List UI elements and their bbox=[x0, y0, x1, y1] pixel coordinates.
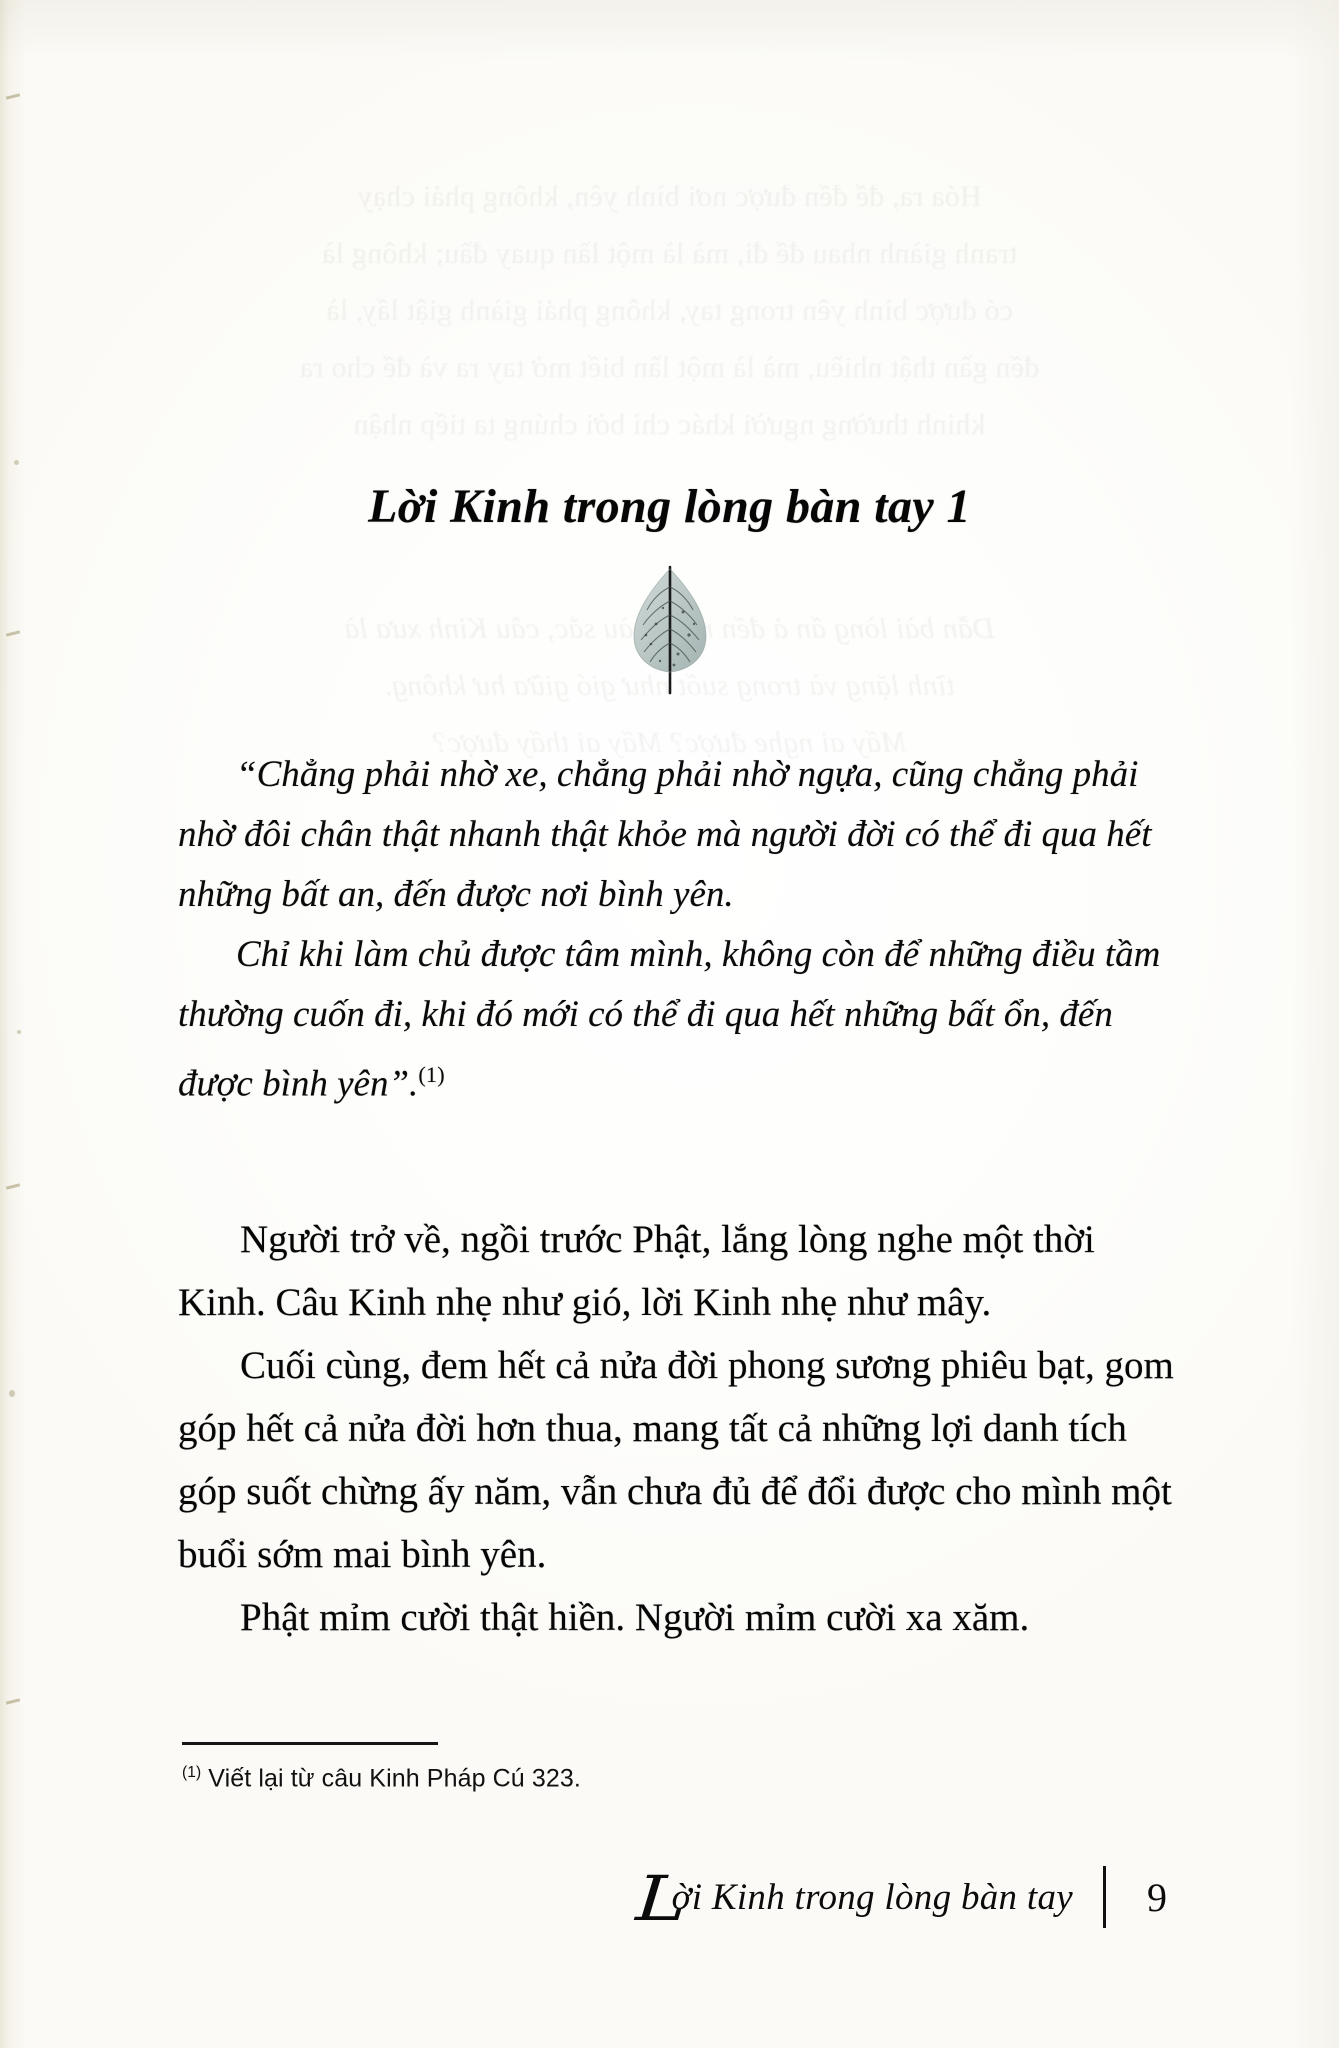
quote-block bbox=[178, 745, 1178, 1114]
quote-paragraph-2-text: Chỉ khi làm chủ được tâm mình, không còn để những điều tầm thường cuốn đi, khi đó mới có thể đi qua hết những bất ổn, đến được bình yên”. bbox=[178, 934, 1161, 1105]
bleed-through-top bbox=[0, 168, 1339, 453]
scan-edge-mark bbox=[6, 1698, 20, 1704]
bleed-line: tranh giành nhau để đi, mà là một lần quay đầu; không là bbox=[321, 237, 1018, 270]
chapter-title: Lời Kinh trong lòng bàn tay 1 bbox=[368, 480, 971, 534]
scan-right-shading bbox=[1291, 0, 1339, 2048]
footnote-body: Viết lại từ câu Kinh Pháp Cú 323. bbox=[201, 1764, 581, 1793]
scan-top-shading bbox=[0, 0, 1339, 60]
scan-edge-mark bbox=[6, 93, 20, 99]
bleed-line: Mấy ai nghe được? Mấy ai thấy được? bbox=[432, 726, 907, 759]
footnote-text bbox=[182, 1756, 942, 1795]
scan-left-edge-artifact bbox=[0, 0, 26, 2048]
quote-paragraph-1: “Chẳng phải nhờ xe, chẳng phải nhờ ngựa, cũng chẳng phải nhờ đôi chân thật nhanh thật khỏe mà người đời có thể đi qua hết những bất an, đến được nơi bình yên. bbox=[178, 754, 1152, 915]
bleed-line: Hóa ra, để đến được nơi bình yên, không phải chạy bbox=[357, 180, 982, 213]
scan-edge-mark bbox=[6, 1183, 20, 1189]
scan-speck bbox=[17, 1030, 21, 1034]
bleed-line: có được bình yên trong tay, không phải giành giật lấy, là bbox=[326, 294, 1013, 327]
bodhi-leaf-icon bbox=[627, 553, 713, 695]
scan-speck bbox=[14, 460, 19, 465]
scan-edge-mark bbox=[6, 630, 20, 636]
body-block bbox=[178, 1208, 1178, 1649]
quote-paragraph-2 bbox=[178, 925, 1178, 1114]
scan-speck bbox=[9, 1390, 15, 1397]
page-number: 9 bbox=[1147, 1874, 1167, 1920]
body-paragraph-3: Phật mỉm cười thật hiền. Người mỉm cười xa xăm. bbox=[240, 1596, 1030, 1639]
bleed-line: Dẫn bài lòng ấn ả đến màu sắc, câu Kinh xưa là bbox=[344, 612, 995, 645]
body-paragraph-2: Cuối cùng, đem hết cả nửa đời phong sương phiêu bạt, gom góp hết cả nửa đời hơn thua, mang tất cả những lợi danh tích góp suốt chừng ấy năm, vẫn chưa đủ để đổi được cho mình một buổi sớm mai bình yên. bbox=[178, 1344, 1174, 1576]
footnote-marker: (1) bbox=[182, 1764, 202, 1781]
footnote-reference: (1) bbox=[418, 1062, 445, 1087]
footnote bbox=[182, 1742, 942, 1795]
body-paragraph-1: Người trở về, ngồi trước Phật, lắng lòng nghe một thời Kinh. Câu Kinh nhẹ như gió, lời Kinh nhẹ như mây. bbox=[178, 1218, 1095, 1324]
footer-book-title bbox=[634, 1861, 1103, 1935]
bleed-line: tĩnh lặng và trong suốt như gió giữa hư không. bbox=[384, 669, 955, 702]
footer-swash-initial: L bbox=[634, 1861, 690, 1935]
bleed-line: đến gần thật nhiều, mà là một lần biết mở tay ra và để cho ra bbox=[299, 351, 1040, 384]
page-footer bbox=[634, 1861, 1171, 1935]
bleed-line: khinh thường người khác chỉ bởi chúng ta tiếp nhận bbox=[353, 408, 986, 441]
footer-title-rest: ời Kinh trong lòng bàn tay bbox=[671, 1876, 1073, 1918]
footnote-separator-rule bbox=[182, 1742, 438, 1745]
